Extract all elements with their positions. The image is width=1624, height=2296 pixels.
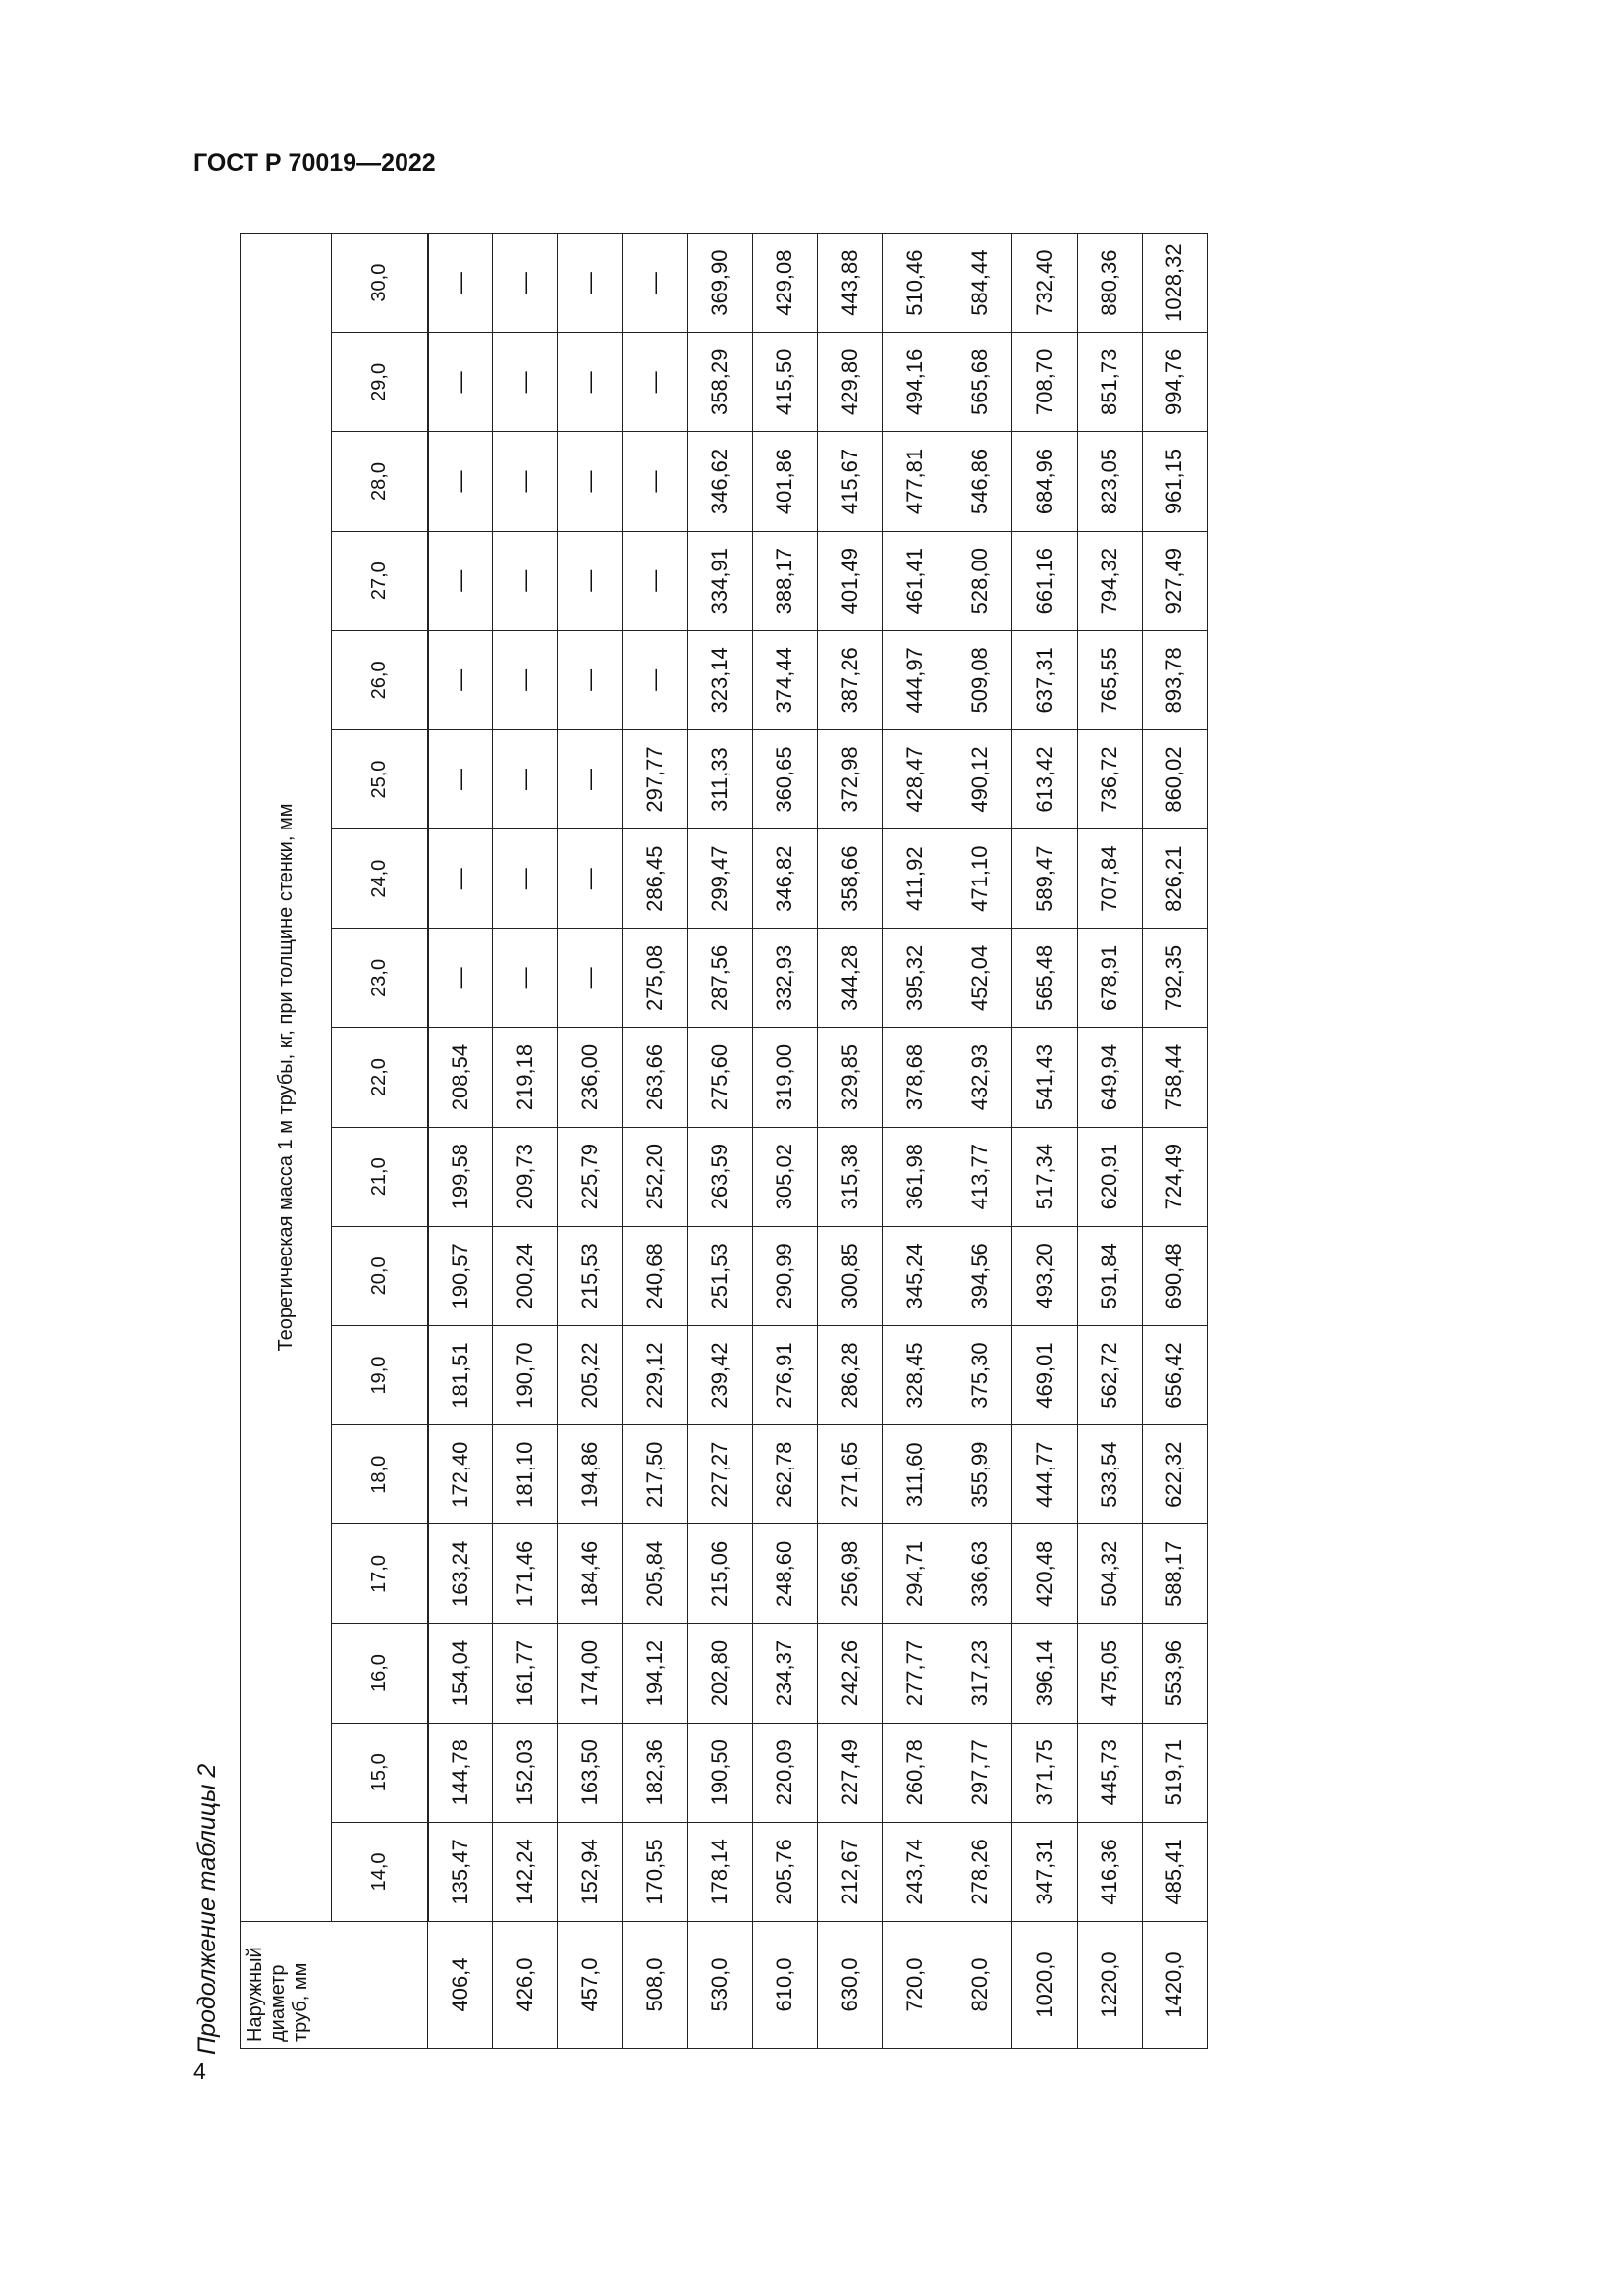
mass-cell: 332,93 bbox=[752, 929, 817, 1028]
mass-cell: 220,09 bbox=[752, 1723, 817, 1822]
mass-cell: — bbox=[623, 333, 687, 432]
mass-cell: 565,48 bbox=[1012, 929, 1077, 1028]
mass-cell: — bbox=[493, 531, 558, 630]
mass-cell: 190,50 bbox=[687, 1723, 752, 1822]
mass-cell: 219,18 bbox=[493, 1028, 558, 1127]
mass-cell: 215,06 bbox=[687, 1524, 752, 1624]
mass-cell: 416,36 bbox=[1077, 1822, 1142, 1921]
mass-cell: 690,48 bbox=[1142, 1226, 1207, 1325]
mass-cell: 202,80 bbox=[687, 1624, 752, 1723]
mass-cell: 475,05 bbox=[1077, 1624, 1142, 1723]
thickness-header-cell: 26,0 bbox=[332, 630, 428, 729]
mass-cell: 252,20 bbox=[623, 1127, 687, 1226]
mass-cell: 178,14 bbox=[687, 1822, 752, 1921]
mass-cell: 242,26 bbox=[817, 1624, 882, 1723]
mass-cell: — bbox=[493, 432, 558, 531]
thickness-header-cell: 24,0 bbox=[332, 829, 428, 929]
mass-cell: — bbox=[428, 929, 493, 1028]
mass-cell: 234,37 bbox=[752, 1624, 817, 1723]
mass-cell: 420,48 bbox=[1012, 1524, 1077, 1624]
mass-cell: 240,68 bbox=[623, 1226, 687, 1325]
table-caption: Продолжение таблицы 2 bbox=[193, 1763, 221, 2055]
table-row bbox=[752, 234, 817, 2049]
mass-cell: — bbox=[623, 432, 687, 531]
mass-cell: 533,54 bbox=[1077, 1425, 1142, 1524]
mass-cell: 732,40 bbox=[1012, 234, 1077, 333]
mass-cell: 374,44 bbox=[752, 630, 817, 729]
mass-cell: 994,76 bbox=[1142, 333, 1207, 432]
mass-cell: 358,66 bbox=[817, 829, 882, 929]
mass-cell: 172,40 bbox=[428, 1425, 493, 1524]
thickness-header-cell: 23,0 bbox=[332, 929, 428, 1028]
mass-cell: 217,50 bbox=[623, 1425, 687, 1524]
table-header-row bbox=[241, 234, 332, 2049]
mass-cell: 263,59 bbox=[687, 1127, 752, 1226]
mass-cell: 275,08 bbox=[623, 929, 687, 1028]
mass-cell: — bbox=[493, 829, 558, 929]
mass-cell: 428,47 bbox=[883, 729, 947, 828]
mass-cell: 541,43 bbox=[1012, 1028, 1077, 1127]
mass-cell: 758,44 bbox=[1142, 1028, 1207, 1127]
thickness-header-cell: 16,0 bbox=[332, 1624, 428, 1723]
mass-cell: 347,31 bbox=[1012, 1822, 1077, 1921]
mass-cell: — bbox=[558, 531, 623, 630]
mass-cell: — bbox=[428, 234, 493, 333]
diameter-cell: 530,0 bbox=[687, 1922, 752, 2049]
mass-cell: 190,70 bbox=[493, 1325, 558, 1424]
mass-cell: 961,15 bbox=[1142, 432, 1207, 531]
mass-cell: 212,67 bbox=[817, 1822, 882, 1921]
mass-cell: 394,56 bbox=[947, 1226, 1012, 1325]
mass-cell: — bbox=[558, 333, 623, 432]
mass-cell: 287,56 bbox=[687, 929, 752, 1028]
table-row bbox=[947, 234, 1012, 2049]
diameter-cell: 820,0 bbox=[947, 1922, 1012, 2049]
mass-cell: 144,78 bbox=[428, 1723, 493, 1822]
mass-cell: 294,71 bbox=[883, 1524, 947, 1624]
table-row bbox=[1142, 234, 1207, 2049]
mass-header: Теоретическая масса 1 м трубы, кг, при толщине стенки, мм bbox=[241, 234, 332, 1922]
diameter-cell: 1020,0 bbox=[1012, 1922, 1077, 2049]
table-body bbox=[428, 234, 1208, 2049]
mass-cell: — bbox=[623, 531, 687, 630]
thickness-header-cell: 18,0 bbox=[332, 1425, 428, 1524]
mass-cell: 493,20 bbox=[1012, 1226, 1077, 1325]
diameter-header-line: диаметр bbox=[267, 1964, 289, 2042]
diameter-cell: 720,0 bbox=[883, 1922, 947, 2049]
mass-cell: 826,21 bbox=[1142, 829, 1207, 929]
mass-cell: 401,86 bbox=[752, 432, 817, 531]
mass-cell: 256,98 bbox=[817, 1524, 882, 1624]
mass-cell: — bbox=[493, 630, 558, 729]
mass-cell: — bbox=[493, 729, 558, 828]
diameter-cell: 457,0 bbox=[558, 1922, 623, 2049]
mass-cell: — bbox=[428, 432, 493, 531]
mass-cell: 620,91 bbox=[1077, 1127, 1142, 1226]
mass-cell: 443,88 bbox=[817, 234, 882, 333]
mass-cell: 528,00 bbox=[947, 531, 1012, 630]
mass-cell: 199,58 bbox=[428, 1127, 493, 1226]
mass-cell: 345,24 bbox=[883, 1226, 947, 1325]
mass-cell: 239,42 bbox=[687, 1325, 752, 1424]
mass-cell: 469,01 bbox=[1012, 1325, 1077, 1424]
diameter-cell: 1420,0 bbox=[1142, 1922, 1207, 2049]
table-row bbox=[493, 234, 558, 2049]
mass-cell: 794,32 bbox=[1077, 531, 1142, 630]
mass-cell: 171,46 bbox=[493, 1524, 558, 1624]
table-row bbox=[558, 234, 623, 2049]
mass-cell: 277,77 bbox=[883, 1624, 947, 1723]
mass-cell: 429,08 bbox=[752, 234, 817, 333]
mass-cell: 319,00 bbox=[752, 1028, 817, 1127]
mass-cell: 163,50 bbox=[558, 1723, 623, 1822]
mass-cell: 152,94 bbox=[558, 1822, 623, 1921]
thickness-header-cell: 20,0 bbox=[332, 1226, 428, 1325]
mass-cell: 372,98 bbox=[817, 729, 882, 828]
table-row bbox=[1077, 234, 1142, 2049]
mass-cell: 286,45 bbox=[623, 829, 687, 929]
mass-cell: 260,78 bbox=[883, 1723, 947, 1822]
mass-cell: — bbox=[428, 729, 493, 828]
mass-cell: 375,30 bbox=[947, 1325, 1012, 1424]
mass-cell: 344,28 bbox=[817, 929, 882, 1028]
mass-cell: — bbox=[493, 333, 558, 432]
mass-cell: 355,99 bbox=[947, 1425, 1012, 1524]
mass-cell: 248,60 bbox=[752, 1524, 817, 1624]
thickness-header-cell: 30,0 bbox=[332, 234, 428, 333]
mass-cell: — bbox=[493, 929, 558, 1028]
mass-cell: 591,84 bbox=[1077, 1226, 1142, 1325]
mass-cell: 163,24 bbox=[428, 1524, 493, 1624]
mass-cell: 504,32 bbox=[1077, 1524, 1142, 1624]
mass-cell: 477,81 bbox=[883, 432, 947, 531]
mass-cell: 190,57 bbox=[428, 1226, 493, 1325]
mass-cell: 311,33 bbox=[687, 729, 752, 828]
mass-cell: 429,80 bbox=[817, 333, 882, 432]
diameter-cell: 1220,0 bbox=[1077, 1922, 1142, 2049]
mass-cell: 170,55 bbox=[623, 1822, 687, 1921]
mass-cell: 860,02 bbox=[1142, 729, 1207, 828]
mass-cell: 388,17 bbox=[752, 531, 817, 630]
mass-cell: 358,29 bbox=[687, 333, 752, 432]
mass-cell: 880,36 bbox=[1077, 234, 1142, 333]
mass-cell: 851,73 bbox=[1077, 333, 1142, 432]
mass-cell: 323,14 bbox=[687, 630, 752, 729]
mass-cell: 278,26 bbox=[947, 1822, 1012, 1921]
mass-cell: 415,50 bbox=[752, 333, 817, 432]
mass-cell: 300,85 bbox=[817, 1226, 882, 1325]
mass-cell: 336,63 bbox=[947, 1524, 1012, 1624]
mass-cell: 311,60 bbox=[883, 1425, 947, 1524]
thickness-header-cell: 21,0 bbox=[332, 1127, 428, 1226]
mass-cell: — bbox=[493, 234, 558, 333]
mass-cell: — bbox=[558, 630, 623, 729]
mass-cell: 215,53 bbox=[558, 1226, 623, 1325]
mass-cell: 517,34 bbox=[1012, 1127, 1077, 1226]
mass-cell: 415,67 bbox=[817, 432, 882, 531]
table-row bbox=[883, 234, 947, 2049]
mass-cell: 637,31 bbox=[1012, 630, 1077, 729]
mass-cell: 161,77 bbox=[493, 1624, 558, 1723]
mass-cell: 251,53 bbox=[687, 1226, 752, 1325]
mass-cell: 519,71 bbox=[1142, 1723, 1207, 1822]
mass-cell: 275,60 bbox=[687, 1028, 752, 1127]
mass-cell: 181,51 bbox=[428, 1325, 493, 1424]
diameter-header-line: Наружный bbox=[244, 1947, 266, 2042]
table-row bbox=[817, 234, 882, 2049]
mass-cell: 315,38 bbox=[817, 1127, 882, 1226]
mass-cell: 485,41 bbox=[1142, 1822, 1207, 1921]
mass-cell: — bbox=[558, 829, 623, 929]
thickness-header-row bbox=[332, 234, 428, 2049]
diameter-cell: 508,0 bbox=[623, 1922, 687, 2049]
table-row bbox=[623, 234, 687, 2049]
thickness-header-cell: 28,0 bbox=[332, 432, 428, 531]
mass-cell: 413,77 bbox=[947, 1127, 1012, 1226]
mass-cell: — bbox=[428, 829, 493, 929]
mass-cell: 229,12 bbox=[623, 1325, 687, 1424]
mass-cell: 334,91 bbox=[687, 531, 752, 630]
mass-cell: — bbox=[428, 531, 493, 630]
thickness-header-cell: 22,0 bbox=[332, 1028, 428, 1127]
mass-cell: 263,66 bbox=[623, 1028, 687, 1127]
diameter-cell: 630,0 bbox=[817, 1922, 882, 2049]
mass-cell: 387,26 bbox=[817, 630, 882, 729]
thickness-header-cell: 27,0 bbox=[332, 531, 428, 630]
mass-cell: 194,86 bbox=[558, 1425, 623, 1524]
mass-cell: — bbox=[558, 234, 623, 333]
mass-cell: 369,90 bbox=[687, 234, 752, 333]
mass-cell: 297,77 bbox=[947, 1723, 1012, 1822]
mass-cell: 471,10 bbox=[947, 829, 1012, 929]
mass-cell: 553,96 bbox=[1142, 1624, 1207, 1723]
mass-cell: 461,41 bbox=[883, 531, 947, 630]
mass-cell: 509,08 bbox=[947, 630, 1012, 729]
mass-cell: 707,84 bbox=[1077, 829, 1142, 929]
mass-cell: 200,24 bbox=[493, 1226, 558, 1325]
mass-cell: 262,78 bbox=[752, 1425, 817, 1524]
mass-cell: 286,28 bbox=[817, 1325, 882, 1424]
mass-cell: 205,84 bbox=[623, 1524, 687, 1624]
mass-cell: — bbox=[558, 729, 623, 828]
thickness-header-cell: 25,0 bbox=[332, 729, 428, 828]
mass-cell: 205,22 bbox=[558, 1325, 623, 1424]
mass-cell: 181,10 bbox=[493, 1425, 558, 1524]
mass-cell: 152,03 bbox=[493, 1723, 558, 1822]
thickness-header-cell: 14,0 bbox=[332, 1822, 428, 1921]
mass-cell: 589,47 bbox=[1012, 829, 1077, 929]
mass-cell: 142,24 bbox=[493, 1822, 558, 1921]
mass-cell: 565,68 bbox=[947, 333, 1012, 432]
mass-cell: 328,45 bbox=[883, 1325, 947, 1424]
mass-cell: 135,47 bbox=[428, 1822, 493, 1921]
table-row bbox=[687, 234, 752, 2049]
mass-cell: 174,00 bbox=[558, 1624, 623, 1723]
mass-cell: 494,16 bbox=[883, 333, 947, 432]
mass-cell: 395,32 bbox=[883, 929, 947, 1028]
diameter-cell: 406,4 bbox=[428, 1922, 493, 2049]
mass-cell: 562,72 bbox=[1077, 1325, 1142, 1424]
mass-cell: 823,05 bbox=[1077, 432, 1142, 531]
page-number: 4 bbox=[193, 2058, 206, 2084]
thickness-header-cell: 15,0 bbox=[332, 1723, 428, 1822]
mass-cell: 656,42 bbox=[1142, 1325, 1207, 1424]
mass-cell: 297,77 bbox=[623, 729, 687, 828]
mass-cell: 225,79 bbox=[558, 1127, 623, 1226]
document-header: ГОСТ Р 70019—2022 bbox=[193, 149, 436, 177]
mass-cell: 227,27 bbox=[687, 1425, 752, 1524]
mass-cell: 346,62 bbox=[687, 432, 752, 531]
mass-cell: 792,35 bbox=[1142, 929, 1207, 1028]
mass-cell: 194,12 bbox=[623, 1624, 687, 1723]
mass-cell: 346,82 bbox=[752, 829, 817, 929]
mass-cell: 271,65 bbox=[817, 1425, 882, 1524]
mass-cell: 708,70 bbox=[1012, 333, 1077, 432]
mass-cell: 490,12 bbox=[947, 729, 1012, 828]
mass-cell: 401,49 bbox=[817, 531, 882, 630]
diameter-cell: 610,0 bbox=[752, 1922, 817, 2049]
mass-cell: 444,77 bbox=[1012, 1425, 1077, 1524]
mass-cell: — bbox=[558, 929, 623, 1028]
mass-cell: — bbox=[623, 630, 687, 729]
thickness-header-cell: 17,0 bbox=[332, 1524, 428, 1624]
mass-cell: 893,78 bbox=[1142, 630, 1207, 729]
mass-cell: 613,42 bbox=[1012, 729, 1077, 828]
mass-cell: 305,02 bbox=[752, 1127, 817, 1226]
diameter-header bbox=[241, 1922, 428, 2049]
pipe-mass-table bbox=[240, 233, 1208, 2049]
mass-cell: 765,55 bbox=[1077, 630, 1142, 729]
mass-cell: — bbox=[623, 234, 687, 333]
mass-cell: 205,76 bbox=[752, 1822, 817, 1921]
mass-cell: 622,32 bbox=[1142, 1425, 1207, 1524]
table-row bbox=[1012, 234, 1077, 2049]
mass-cell: 588,17 bbox=[1142, 1524, 1207, 1624]
mass-cell: 243,74 bbox=[883, 1822, 947, 1921]
thickness-header-cell: 29,0 bbox=[332, 333, 428, 432]
mass-cell: 432,93 bbox=[947, 1028, 1012, 1127]
mass-cell: 154,04 bbox=[428, 1624, 493, 1723]
mass-cell: 184,46 bbox=[558, 1524, 623, 1624]
table-row bbox=[428, 234, 493, 2049]
thickness-header-cell: 19,0 bbox=[332, 1325, 428, 1424]
rotated-table-container bbox=[240, 233, 1208, 2049]
mass-cell: 736,72 bbox=[1077, 729, 1142, 828]
mass-cell: 378,68 bbox=[883, 1028, 947, 1127]
mass-cell: 927,49 bbox=[1142, 531, 1207, 630]
mass-cell: — bbox=[428, 333, 493, 432]
mass-cell: 684,96 bbox=[1012, 432, 1077, 531]
mass-cell: 227,49 bbox=[817, 1723, 882, 1822]
mass-cell: 411,92 bbox=[883, 829, 947, 929]
mass-cell: 276,91 bbox=[752, 1325, 817, 1424]
mass-cell: 290,99 bbox=[752, 1226, 817, 1325]
diameter-header-line: труб, мм bbox=[290, 1962, 311, 2042]
mass-cell: 452,04 bbox=[947, 929, 1012, 1028]
mass-cell: 208,54 bbox=[428, 1028, 493, 1127]
mass-cell: 209,73 bbox=[493, 1127, 558, 1226]
mass-cell: 317,23 bbox=[947, 1624, 1012, 1723]
mass-cell: 329,85 bbox=[817, 1028, 882, 1127]
mass-cell: 361,98 bbox=[883, 1127, 947, 1226]
mass-cell: 649,94 bbox=[1077, 1028, 1142, 1127]
mass-cell: 510,46 bbox=[883, 234, 947, 333]
mass-cell: 396,14 bbox=[1012, 1624, 1077, 1723]
mass-cell: 1028,32 bbox=[1142, 234, 1207, 333]
mass-cell: — bbox=[558, 432, 623, 531]
mass-cell: 661,16 bbox=[1012, 531, 1077, 630]
mass-cell: 360,65 bbox=[752, 729, 817, 828]
mass-cell: 584,44 bbox=[947, 234, 1012, 333]
mass-cell: 546,86 bbox=[947, 432, 1012, 531]
mass-cell: 724,49 bbox=[1142, 1127, 1207, 1226]
diameter-cell: 426,0 bbox=[493, 1922, 558, 2049]
mass-cell: 371,75 bbox=[1012, 1723, 1077, 1822]
mass-cell: 182,36 bbox=[623, 1723, 687, 1822]
mass-cell: 236,00 bbox=[558, 1028, 623, 1127]
mass-cell: 445,73 bbox=[1077, 1723, 1142, 1822]
mass-cell: 678,91 bbox=[1077, 929, 1142, 1028]
mass-cell: 444,97 bbox=[883, 630, 947, 729]
mass-cell: — bbox=[428, 630, 493, 729]
mass-cell: 299,47 bbox=[687, 829, 752, 929]
